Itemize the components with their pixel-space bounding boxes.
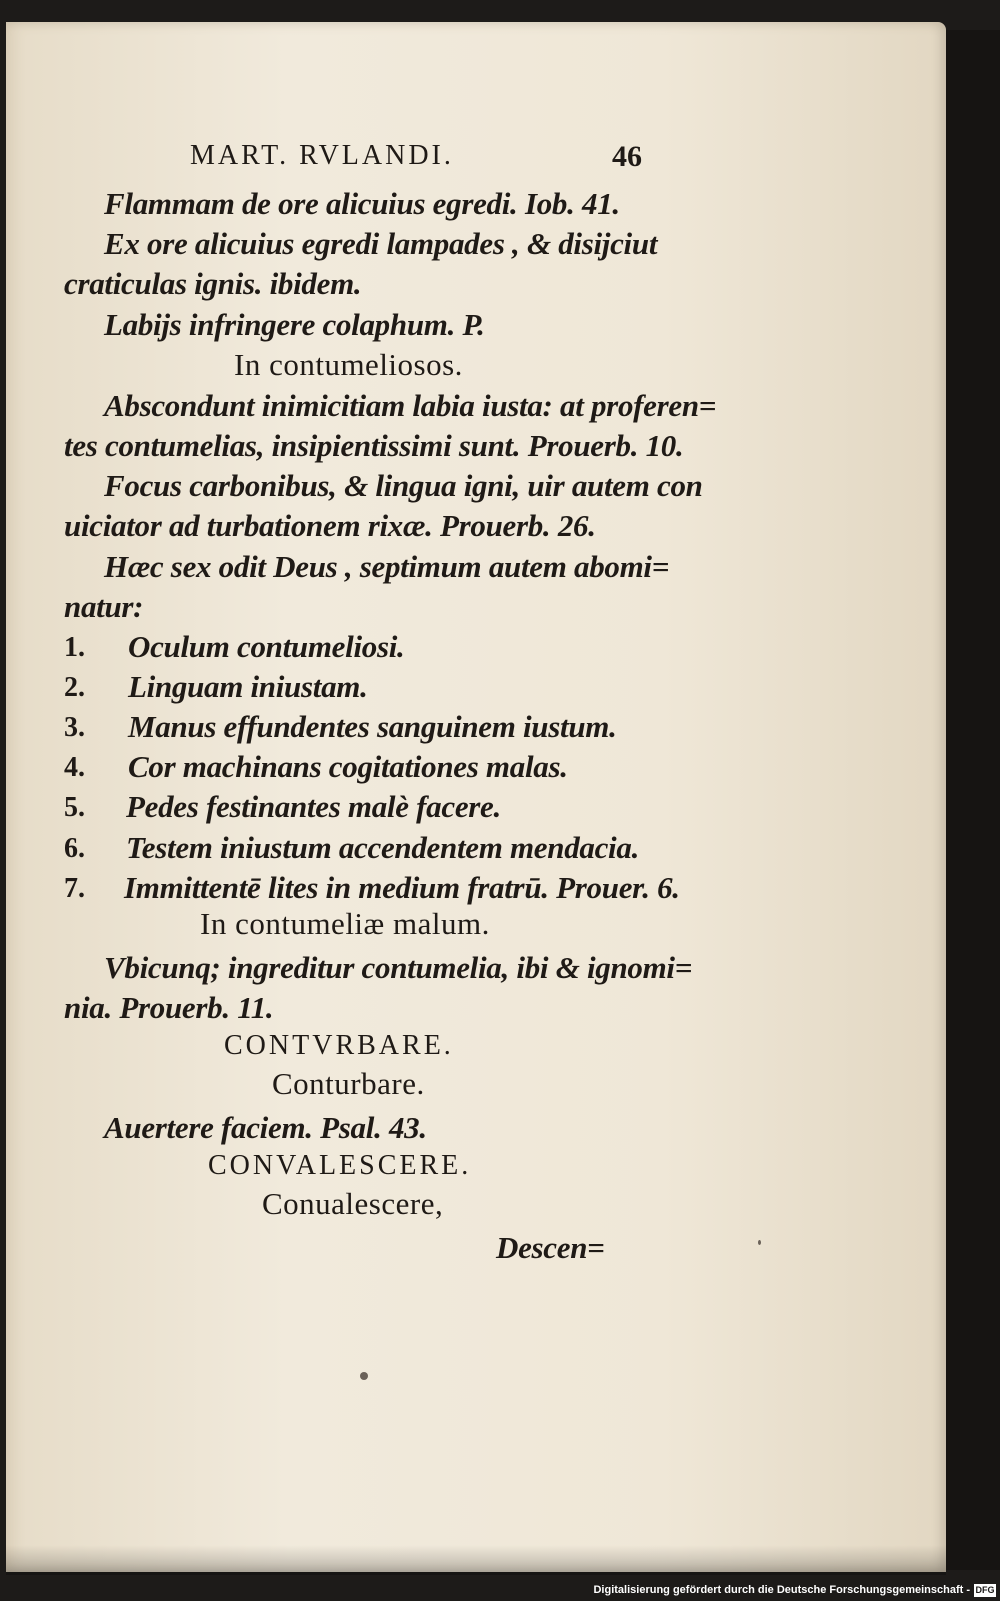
text-line: craticulas ignis. ibidem. bbox=[64, 266, 362, 301]
list-item: Manus effundentes sanguinem iustum. bbox=[128, 709, 617, 744]
text-line: uiciator ad turbationem rixæ. Prouerb. 26. bbox=[64, 508, 596, 543]
list-item: Immittentē lites in medium fratrū. Prouer. 6. bbox=[124, 870, 680, 905]
list-item: Linguam iniustam. bbox=[128, 669, 368, 704]
list-item: Cor machinans cogitationes malas. bbox=[128, 749, 568, 784]
entry-heading: CONTVRBARE. bbox=[224, 1030, 454, 1061]
text-line: Auertere faciem. Psal. 43. bbox=[104, 1110, 427, 1145]
funding-credit: Digitalisierung gefördert durch die Deutsche Forschungsgemeinschaft - bbox=[593, 1584, 970, 1596]
dfg-logo: DFG bbox=[975, 1585, 995, 1595]
page-shadow bbox=[6, 1545, 946, 1575]
list-number: 1. bbox=[64, 632, 85, 663]
text-line: Ex ore alicuius egredi lampades , & disijciut bbox=[104, 226, 658, 261]
text-line: nia. Prouerb. 11. bbox=[64, 990, 274, 1025]
text-line: Vbicunq; ingreditur contumelia, ibi & ignomi= bbox=[104, 950, 693, 985]
entry-heading: CONVALESCERE. bbox=[208, 1150, 472, 1181]
text-line: Focus carbonibus, & lingua igni, uir autem con bbox=[104, 468, 703, 503]
list-item: Oculum contumeliosi. bbox=[128, 629, 405, 664]
paper-speck bbox=[360, 1372, 368, 1380]
list-number: 6. bbox=[64, 833, 85, 864]
text-line: tes contumelias, insipientissimi sunt. Prouerb. 10. bbox=[64, 428, 684, 463]
book-edge bbox=[946, 30, 1000, 1570]
list-number: 5. bbox=[64, 792, 85, 823]
list-number: 3. bbox=[64, 712, 85, 743]
list-item: Pedes festinantes malè facere. bbox=[126, 789, 501, 824]
text-line: Abscondunt inimicitiam labia iusta: at proferen= bbox=[104, 388, 717, 423]
page-number: 46 bbox=[612, 140, 642, 173]
text-line: Labijs infringere colaphum. P. bbox=[104, 307, 485, 342]
running-title: MART. RVLANDI. bbox=[190, 140, 454, 171]
list-number: 7. bbox=[64, 873, 85, 904]
list-number: 2. bbox=[64, 672, 85, 703]
text-line: Hæc sex odit Deus , septimum autem abomi= bbox=[104, 549, 670, 584]
list-item: Testem iniustum accendentem mendacia. bbox=[126, 830, 640, 865]
text-line: Flammam de ore alicuius egredi. Iob. 41. bbox=[104, 186, 620, 221]
section-heading: In contumeliosos. bbox=[234, 347, 463, 382]
catchword: Descen= bbox=[496, 1230, 605, 1265]
list-number: 4. bbox=[64, 752, 85, 783]
entry-subheading: Conturbare. bbox=[272, 1066, 425, 1101]
paper-speck bbox=[758, 1240, 761, 1245]
text-line: natur: bbox=[64, 589, 144, 624]
section-heading: In contumeliæ malum. bbox=[200, 906, 490, 941]
entry-subheading: Conualescere, bbox=[262, 1186, 444, 1221]
